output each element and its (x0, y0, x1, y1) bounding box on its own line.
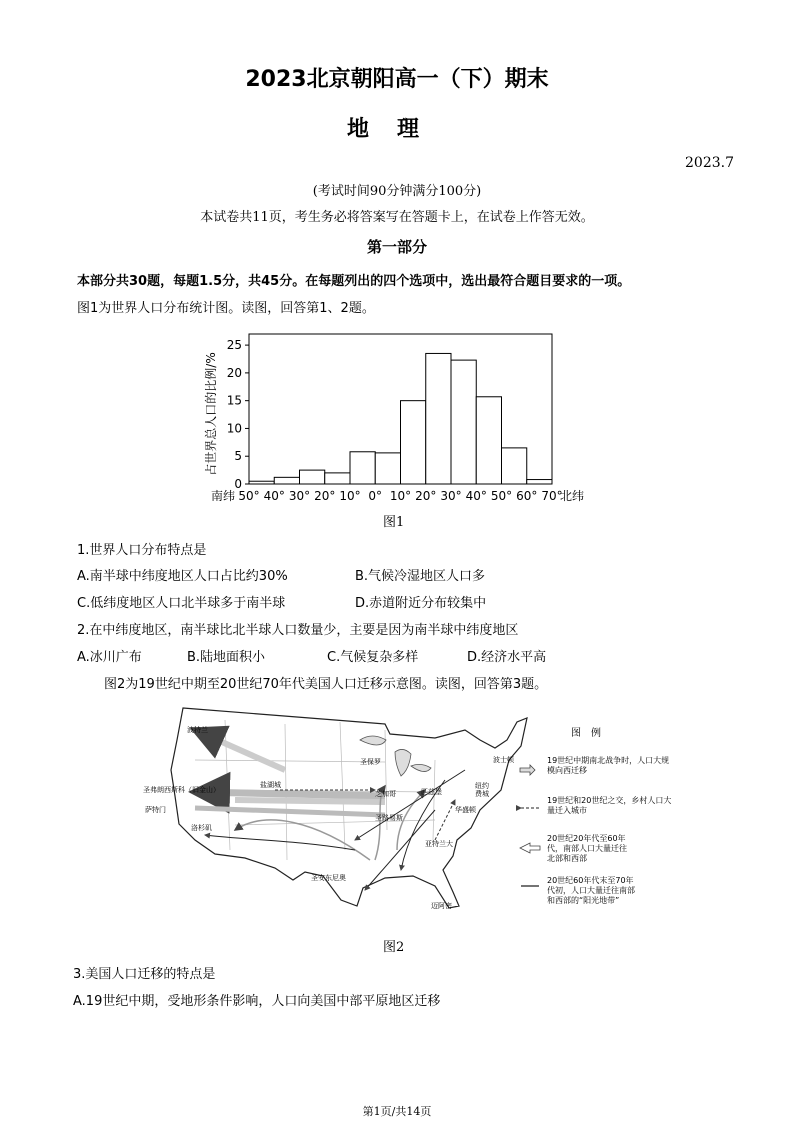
chart-x-tick-label: 70° (541, 489, 563, 503)
chart-y-tick-label: 25 (226, 338, 242, 353)
chart-x-tick-label: 10° (339, 489, 361, 503)
q2-option-d: D.经济水平高 (467, 650, 547, 665)
q3-option-a: A.19世纪中期，受地形条件影响，人口向美国中部平原地区迁移 (73, 994, 441, 1009)
chart-bar (325, 473, 350, 484)
chart-y-tick-label: 0 (234, 477, 242, 491)
city-label: 洛杉矶 (191, 824, 212, 832)
chart-x-tick-label: 0° (368, 489, 383, 503)
q3-stem: 3.美国人口迁移的特点是 (73, 967, 216, 982)
exam-info: (考试时间90分钟满分100分) (312, 184, 482, 199)
chart-bar (300, 470, 325, 484)
city-label: 纽约 (475, 782, 489, 790)
subject-title: 地理 (346, 117, 447, 142)
chart-bar (350, 452, 375, 484)
chart-x-tick-label: 20° (314, 489, 336, 503)
city-label: 波特兰 (187, 726, 208, 734)
chart-x-tick-label: 50° (490, 489, 513, 503)
chart-x-tick-label: 60° (516, 489, 538, 503)
city-label: 圣安东尼奥 (311, 874, 346, 882)
chart-bar (527, 480, 552, 484)
city-label: 迈阿密 (431, 902, 452, 910)
q1-option-d: D.赤道附近分布较集中 (355, 596, 487, 611)
chart-y-tick-label: 20 (226, 365, 242, 380)
legend-item: 19世纪中期南北战争时，人口大规模向西迁移 (547, 756, 670, 775)
part-heading: 第一部分 (366, 238, 427, 256)
legend-item: 20世纪20年代至60年代，南部人口大量迁往北部和西部 (547, 834, 627, 863)
chart-bar (426, 353, 451, 484)
chart-bar (476, 397, 501, 484)
city-label: 费城 (475, 790, 489, 798)
fig2-intro: 图2为19世纪中期至20世纪70年代美国人口迁移示意图。读图，回答第3题。 (104, 677, 548, 692)
chart-bar (502, 448, 527, 484)
city-label: 匹兹堡 (421, 788, 442, 796)
chart-x-tick-label: 10° (389, 489, 412, 503)
chart-bar (375, 453, 400, 484)
q1-option-c: C.低纬度地区人口北半球多于南半球 (77, 596, 286, 611)
q2-option-c: C.气候复杂多样 (327, 650, 419, 665)
q1-option-b: B.气候冷湿地区人口多 (355, 569, 486, 584)
city-label: 圣保罗 (360, 758, 381, 766)
fig1-caption: 图1 (383, 515, 405, 530)
q1-stem: 1.世界人口分布特点是 (77, 543, 207, 558)
exam-date: 2023.7 (685, 155, 734, 171)
chart-x-tick-label: 30° (440, 489, 462, 503)
chart-x-left-label: 南纬 (211, 489, 236, 503)
legend-item: 19世纪和20世纪之交，乡村人口大量迁入城市 (547, 796, 672, 815)
legend-item: 20世纪60年代末至70年代初，人口大量迁往南部和西部的“阳光地带” (547, 876, 635, 905)
chart-bar (249, 481, 274, 484)
city-label: 盐湖城 (260, 781, 281, 789)
city-label: 华盛顿 (455, 806, 476, 814)
chart-x-right-label: 北纬 (560, 489, 585, 503)
document-title: 2023北京朝阳高一（下）期末 (245, 67, 549, 92)
fig1-intro: 图1为世界人口分布统计图。读图，回答第1、2题。 (77, 301, 375, 316)
chart-x-tick-label: 40° (263, 489, 285, 503)
exam-notice: 本试卷共11页，考生务必将答案写在答题卡上，在试卷上作答无效。 (200, 210, 594, 225)
q1-option-a: A.南半球中纬度地区人口占比约30% (77, 569, 288, 584)
city-label: 圣弗朗西斯科（旧金山） (143, 786, 220, 794)
chart-x-tick-label: 20° (415, 489, 437, 503)
city-label: 波士顿 (493, 756, 514, 764)
chart-y-tick-label: 5 (234, 449, 242, 464)
city-label: 萨特门 (145, 806, 166, 814)
city-label: 芝加哥 (375, 790, 396, 798)
chart-y-tick-label: 10 (226, 421, 242, 436)
chart-bar (451, 360, 476, 484)
city-label: 亚特兰大 (425, 840, 453, 848)
chart-bar (401, 401, 426, 484)
q2-option-a: A.冰川广布 (77, 650, 142, 665)
city-label: 圣路易斯 (375, 814, 403, 822)
migration-map (135, 700, 675, 930)
chart-y-tick-label: 15 (226, 393, 242, 408)
q2-option-b: B.陆地面积小 (187, 650, 266, 665)
legend-icon-westward (520, 765, 535, 775)
legend-icon-northward (520, 843, 540, 853)
chart-x-tick-label: 40° (465, 489, 487, 503)
chart-bar (274, 477, 299, 484)
fig2-caption: 图2 (383, 940, 405, 955)
chart-x-tick-label: 30° (288, 489, 311, 503)
population-chart (195, 322, 605, 532)
legend-title: 图 例 (571, 728, 601, 739)
page-footer: 第1页/共14页 (362, 1105, 432, 1118)
chart-y-axis-label: 占世界总人口的比例/% (204, 352, 218, 476)
part-instructions: 本部分共30题，每题1.5分，共45分。在每题列出的四个选项中，选出最符合题目要求的一项。 (77, 274, 631, 289)
chart-x-tick-label: 50° (238, 489, 260, 503)
q2-stem: 2.在中纬度地区，南半球比北半球人口数量少，主要是因为南半球中纬度地区 (77, 623, 519, 638)
